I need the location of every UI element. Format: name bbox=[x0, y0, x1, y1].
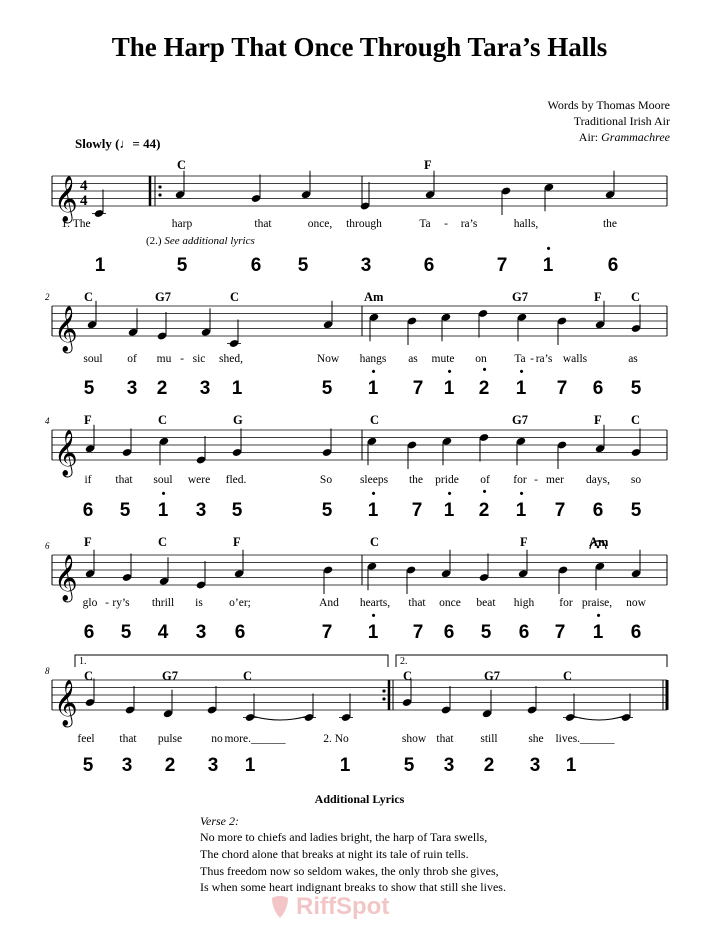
lyric-syllable: shed, bbox=[219, 353, 243, 365]
repeat-dot bbox=[158, 193, 161, 196]
lyric-syllable: as bbox=[628, 353, 638, 365]
scale-degree-number: 5 bbox=[321, 500, 333, 521]
lyric-syllable: that bbox=[408, 597, 426, 609]
lyric-syllable: for bbox=[559, 597, 573, 609]
scale-degree-number: 6 bbox=[82, 500, 94, 521]
lyric-syllable: Ta bbox=[514, 353, 526, 365]
upper-octave-dot: • bbox=[519, 366, 524, 378]
see-additional-note bbox=[146, 235, 255, 247]
scale-degree-number: 1 bbox=[244, 755, 256, 776]
scale-degree-number: 2 bbox=[478, 378, 490, 399]
scale-degree-number: 1 bbox=[367, 622, 379, 643]
scale-degree-number: 3 bbox=[443, 755, 455, 776]
upper-octave-dot: • bbox=[596, 610, 601, 622]
upper-octave-dot: • bbox=[161, 488, 166, 500]
scale-degree-number: 6 bbox=[518, 622, 530, 643]
verse-line: No more to chiefs and ladies bright, the harp of Tara swells, bbox=[200, 830, 488, 844]
upper-octave-dot: • bbox=[371, 610, 376, 622]
lyric-syllable: now bbox=[626, 597, 646, 609]
upper-octave-dot: • bbox=[482, 486, 487, 498]
guitar-pick-logo-icon bbox=[270, 895, 290, 919]
lyric-syllable: - bbox=[180, 353, 184, 365]
lyric-syllable: - bbox=[534, 474, 538, 486]
upper-octave-dot: • bbox=[371, 366, 376, 378]
scale-degree-number: 1 bbox=[515, 378, 527, 399]
lyric-syllable: ra’s bbox=[460, 218, 478, 230]
scale-degree-number: 7 bbox=[496, 255, 508, 276]
scale-degree-number: 7 bbox=[554, 622, 566, 643]
measure-number: 2 bbox=[45, 292, 50, 302]
scale-degree-number: 5 bbox=[231, 500, 243, 521]
scale-degree-number: 5 bbox=[480, 622, 492, 643]
scale-degree-number: 7 bbox=[556, 378, 568, 399]
second-ending-label: 2. bbox=[400, 656, 408, 667]
lyric-syllable: if bbox=[84, 474, 92, 486]
lyric-syllable: feel bbox=[77, 733, 95, 745]
chord-symbol: G7 bbox=[484, 669, 500, 683]
lyric-syllable: on bbox=[475, 353, 487, 365]
lyric-syllable: for bbox=[513, 474, 527, 486]
scale-degree-number: 1 bbox=[231, 378, 243, 399]
scale-degree-number: 1 bbox=[94, 255, 106, 276]
chord-symbol: C bbox=[84, 669, 94, 683]
chord-symbol: C bbox=[177, 158, 187, 172]
scale-degree-number: 3 bbox=[121, 755, 133, 776]
lyric-syllable: soul bbox=[153, 474, 173, 486]
scale-degree-number: 1 bbox=[443, 500, 455, 521]
lyric-syllable: praise, bbox=[581, 597, 613, 609]
lyric-syllable: days, bbox=[586, 474, 610, 486]
quarter-note-icon: ♩ bbox=[119, 136, 133, 151]
lyric-syllable: beat bbox=[476, 597, 496, 609]
scale-degree-number: 2 bbox=[483, 755, 495, 776]
lyric-syllable: that bbox=[119, 733, 137, 745]
chord-symbol: C bbox=[631, 290, 641, 304]
scale-degree-number: 7 bbox=[411, 500, 423, 521]
scale-degree-number: 1 bbox=[367, 500, 379, 521]
scale-degree-number: 6 bbox=[630, 622, 642, 643]
scale-degree-number: 5 bbox=[630, 500, 642, 521]
lyric-syllable: halls, bbox=[513, 218, 539, 230]
air-name: Grammachree bbox=[601, 130, 670, 144]
chord-symbol: F bbox=[424, 158, 432, 172]
lyric-syllable: 2. No bbox=[323, 733, 349, 745]
scale-degree-number: 1 bbox=[443, 378, 455, 399]
scale-degree-number: 4 bbox=[157, 622, 169, 643]
scale-degree-number: 1 bbox=[565, 755, 577, 776]
lyric-syllable: harp bbox=[171, 218, 193, 230]
lyric-syllable: walls bbox=[562, 353, 588, 365]
chord-symbol: F bbox=[520, 535, 528, 549]
scale-degree-number: 2 bbox=[478, 500, 490, 521]
chord-symbol: G7 bbox=[512, 290, 528, 304]
scale-degree-number: 6 bbox=[250, 255, 262, 276]
lyric-syllable: soul bbox=[83, 353, 103, 365]
treble-clef-icon: 𝄞 bbox=[54, 555, 78, 601]
see-additional-text: See additional lyrics bbox=[164, 235, 255, 247]
lyric-syllable: pulse bbox=[157, 733, 183, 745]
lyric-syllable: as bbox=[408, 353, 418, 365]
chord-symbol: G7 bbox=[162, 669, 178, 683]
first-ending-label: 1. bbox=[79, 656, 87, 667]
scale-degree-number: 2 bbox=[156, 378, 168, 399]
air-label: Air: bbox=[578, 130, 602, 144]
lyric-syllable: lives.______ bbox=[555, 733, 615, 745]
lyric-syllable: high bbox=[513, 597, 535, 609]
lyric-syllable: of bbox=[127, 353, 137, 365]
chord-symbol: C bbox=[84, 290, 94, 304]
lyric-syllable: - bbox=[444, 218, 448, 230]
lyric-syllable: the bbox=[408, 474, 424, 486]
scale-degree-number: 3 bbox=[126, 378, 138, 399]
lyric-syllable: once, bbox=[307, 218, 333, 230]
music-credit: Traditional Irish Air bbox=[573, 114, 670, 128]
repeat-dot bbox=[382, 697, 385, 700]
scale-degree-number: 5 bbox=[630, 378, 642, 399]
scale-degree-number: 6 bbox=[592, 500, 604, 521]
scale-degree-number: 5 bbox=[321, 378, 333, 399]
upper-octave-dot: • bbox=[546, 243, 551, 255]
scale-degree-number: 1 bbox=[367, 378, 379, 399]
lyric-syllable: mu bbox=[156, 353, 172, 365]
scale-degree-number: 3 bbox=[195, 622, 207, 643]
lyric-syllable: Ta bbox=[419, 218, 431, 230]
verse-two-marker: (2.) bbox=[146, 235, 162, 247]
chord-symbol: C bbox=[158, 413, 168, 427]
lyric-syllable: mute bbox=[431, 353, 455, 365]
tie bbox=[252, 716, 308, 720]
scale-degree-number: 5 bbox=[120, 622, 132, 643]
verse-label: Verse 2: bbox=[200, 814, 239, 828]
chord-symbol: F bbox=[84, 413, 92, 427]
lyric-syllable: no bbox=[211, 733, 223, 745]
lyricist-credit: Words by Thomas Moore bbox=[547, 98, 670, 112]
chord-symbol: F bbox=[594, 290, 602, 304]
lyric-syllable: of bbox=[480, 474, 490, 486]
scale-degree-number: 7 bbox=[554, 500, 566, 521]
chord-symbol: Am bbox=[364, 290, 384, 304]
scale-degree-number: 5 bbox=[297, 255, 309, 276]
scale-degree-number: 7 bbox=[412, 622, 424, 643]
chord-symbol: C bbox=[230, 290, 240, 304]
lyric-syllable: pride bbox=[435, 474, 459, 486]
chord-symbol: F bbox=[594, 413, 602, 427]
lyric-syllable: - bbox=[530, 353, 534, 365]
scale-degree-number: 5 bbox=[119, 500, 131, 521]
chord-symbol: C bbox=[370, 535, 380, 549]
lyric-syllable: the bbox=[602, 218, 618, 230]
scale-degree-number: 6 bbox=[443, 622, 455, 643]
scale-degree-number: 3 bbox=[529, 755, 541, 776]
lyric-syllable: is bbox=[195, 597, 203, 609]
lyric-syllable: so bbox=[630, 474, 642, 486]
scale-degree-number: 6 bbox=[423, 255, 435, 276]
chord-symbol: C bbox=[403, 669, 413, 683]
verse-line: Is when some heart indignant breaks to show that still she lives. bbox=[200, 880, 506, 894]
scale-degree-number: 6 bbox=[607, 255, 619, 276]
lyric-syllable: thrill bbox=[151, 597, 175, 609]
scale-degree-number: 7 bbox=[321, 622, 333, 643]
upper-octave-dot: • bbox=[447, 488, 452, 500]
lyric-syllable: So bbox=[319, 474, 333, 486]
scale-degree-number: 6 bbox=[234, 622, 246, 643]
verse-line: The chord alone that breaks at night its tale of ruin tells. bbox=[200, 847, 469, 861]
chord-symbol: Am bbox=[589, 535, 609, 549]
lyric-syllable: through bbox=[346, 218, 382, 230]
first-ending-bracket bbox=[75, 655, 388, 667]
lyric-syllable: sic bbox=[192, 353, 206, 365]
tie bbox=[572, 716, 624, 720]
measure-number: 8 bbox=[45, 666, 50, 676]
scale-degree-number: 6 bbox=[83, 622, 95, 643]
scale-degree-number: 3 bbox=[207, 755, 219, 776]
lyric-syllable: glo bbox=[82, 597, 98, 609]
lyric-syllable: ra’s bbox=[535, 353, 553, 365]
scale-degree-number: 5 bbox=[403, 755, 415, 776]
chord-symbol: G7 bbox=[512, 413, 528, 427]
time-signature-bottom: 4 bbox=[80, 193, 88, 209]
measure-number: 6 bbox=[45, 541, 50, 551]
lyric-syllable: that bbox=[436, 733, 454, 745]
scale-degree-number: 5 bbox=[83, 378, 95, 399]
lyric-syllable: that bbox=[254, 218, 272, 230]
song-title: The Harp That Once Through Tara’s Halls bbox=[111, 32, 608, 62]
lyric-syllable: 1. The bbox=[61, 218, 91, 230]
scale-degree-number: 3 bbox=[360, 255, 372, 276]
second-ending-bracket bbox=[396, 655, 667, 667]
lyric-syllable: sleeps bbox=[359, 474, 389, 486]
treble-clef-icon: 𝄞 bbox=[54, 176, 78, 222]
chord-symbol: C bbox=[370, 413, 380, 427]
scale-degree-number: 3 bbox=[195, 500, 207, 521]
lyric-syllable: ry’s bbox=[112, 597, 130, 609]
upper-octave-dot: • bbox=[482, 364, 487, 376]
chord-symbol: C bbox=[243, 669, 253, 683]
chord-symbol: G7 bbox=[155, 290, 171, 304]
lyric-syllable: once bbox=[439, 597, 461, 609]
lyric-syllable: Now bbox=[316, 353, 340, 365]
lyric-syllable: hearts, bbox=[359, 597, 391, 609]
tempo-label: Slowly ( bbox=[75, 136, 120, 151]
repeat-dot bbox=[158, 185, 161, 188]
lyric-syllable: And bbox=[319, 597, 339, 609]
verse-line: Thus freedom now so seldom wakes, the only throb she gives, bbox=[200, 864, 499, 878]
lyric-syllable: mer bbox=[546, 474, 564, 486]
treble-clef-icon: 𝄞 bbox=[54, 680, 78, 726]
lyric-syllable: show bbox=[401, 733, 427, 745]
scale-degree-number: 7 bbox=[412, 378, 424, 399]
additional-lyrics-heading: Additional Lyrics bbox=[314, 792, 405, 806]
chord-symbol: C bbox=[631, 413, 641, 427]
chord-symbol: F bbox=[84, 535, 92, 549]
chord-symbol: F bbox=[233, 535, 241, 549]
repeat-dot bbox=[382, 689, 385, 692]
lyric-syllable: - bbox=[105, 597, 109, 609]
scale-degree-number: 5 bbox=[176, 255, 188, 276]
upper-octave-dot: • bbox=[519, 488, 524, 500]
lyric-syllable: hangs bbox=[359, 353, 387, 365]
lyric-syllable: she bbox=[528, 733, 544, 745]
scale-degree-number: 1 bbox=[339, 755, 351, 776]
lyric-syllable: were bbox=[187, 474, 211, 486]
time-signature-top: 4 bbox=[80, 178, 88, 194]
scale-degree-number: 1 bbox=[157, 500, 169, 521]
scale-degree-number: 1 bbox=[542, 255, 554, 276]
treble-clef-icon: 𝄞 bbox=[54, 430, 78, 476]
lyric-syllable: still bbox=[480, 733, 498, 745]
watermark-logo: RiffSpot bbox=[296, 893, 390, 920]
scale-degree-number: 5 bbox=[82, 755, 94, 776]
scale-degree-number: 1 bbox=[515, 500, 527, 521]
scale-degree-number: 1 bbox=[592, 622, 604, 643]
scale-degree-number: 3 bbox=[199, 378, 211, 399]
treble-clef-icon: 𝄞 bbox=[54, 306, 78, 352]
scale-degree-number: 2 bbox=[164, 755, 176, 776]
lyric-syllable: more.______ bbox=[224, 733, 286, 745]
lyric-syllable: fled. bbox=[225, 474, 247, 486]
tempo-bpm: = 44) bbox=[132, 136, 161, 151]
upper-octave-dot: • bbox=[447, 366, 452, 378]
lyric-syllable: that bbox=[115, 474, 133, 486]
lyric-syllable: o’er; bbox=[229, 597, 251, 609]
chord-symbol: G bbox=[233, 413, 243, 427]
measure-number: 4 bbox=[45, 416, 50, 426]
scale-degree-number: 6 bbox=[592, 378, 604, 399]
chord-symbol: C bbox=[158, 535, 168, 549]
chord-symbol: C bbox=[563, 669, 573, 683]
upper-octave-dot: • bbox=[371, 488, 376, 500]
